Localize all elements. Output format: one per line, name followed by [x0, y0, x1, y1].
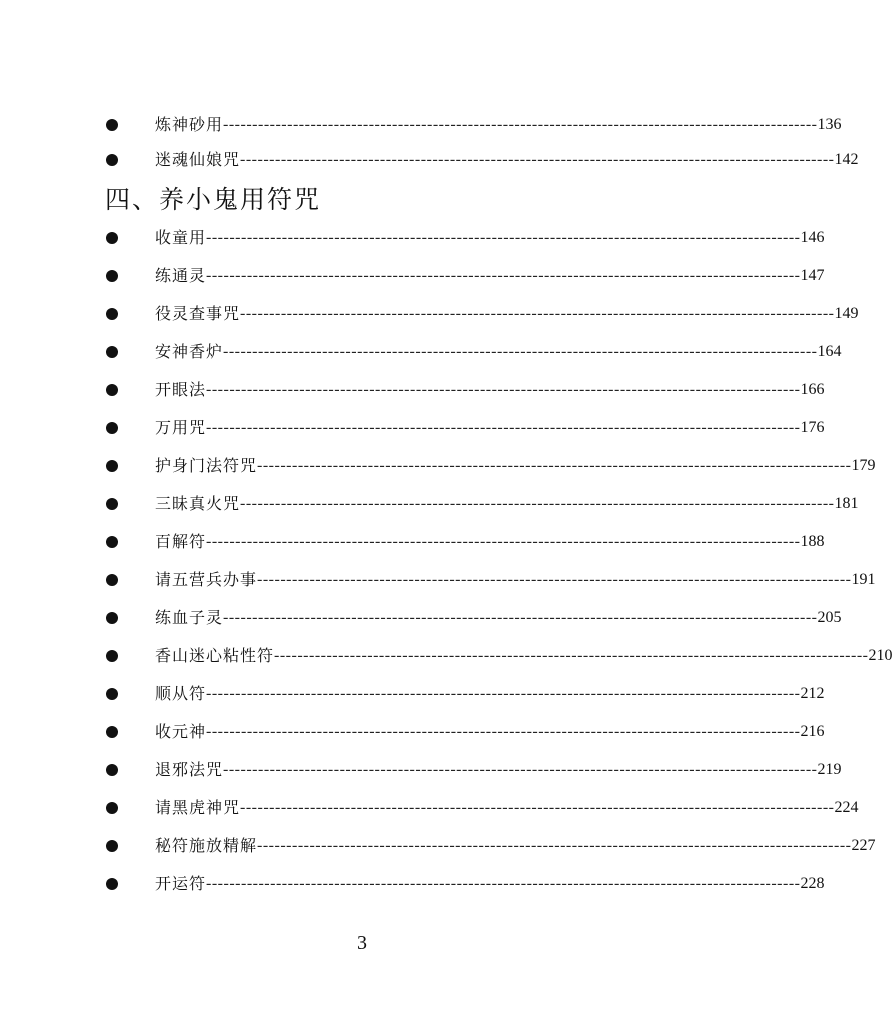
toc-entry-row [155, 413, 825, 443]
toc-entry-title: 退邪法咒 [155, 760, 224, 779]
dot-leader: ------------------------------------------------------------------------------------------------------ [240, 305, 835, 322]
toc-entry[interactable] [0, 831, 876, 861]
toc-entry-row [155, 489, 859, 519]
toc-entry-row [155, 641, 892, 671]
toc-entry-row [155, 299, 859, 329]
bullet-icon [106, 119, 118, 131]
bullet-icon [106, 764, 118, 776]
toc-entry-page: 146 [800, 229, 825, 246]
toc-entry[interactable] [0, 110, 842, 140]
dot-leader: ------------------------------------------------------------------------------------------------------ [240, 799, 835, 816]
toc-entry-row [155, 603, 842, 633]
toc-entry-title: 秘符施放精解 [155, 836, 258, 855]
bullet-icon [106, 384, 118, 396]
toc-entry-row [155, 261, 825, 291]
toc-entry[interactable] [0, 451, 876, 481]
toc-entry-title: 役灵查事咒 [155, 304, 241, 323]
toc-entry[interactable] [0, 565, 876, 595]
bullet-icon [106, 840, 118, 852]
toc-entry-page: 205 [817, 609, 842, 626]
toc-entry[interactable] [0, 679, 825, 709]
dot-leader: ------------------------------------------------------------------------------------------------------ [240, 151, 835, 168]
toc-entry-title: 护身门法符咒 [155, 456, 258, 475]
dot-leader: ------------------------------------------------------------------------------------------------------ [257, 571, 852, 588]
toc-entry-row [155, 337, 842, 367]
toc-entry[interactable] [0, 755, 842, 785]
bullet-icon [106, 802, 118, 814]
toc-entry[interactable] [0, 869, 825, 899]
bullet-icon [106, 688, 118, 700]
toc-entry-title: 香山迷心粘性符 [155, 646, 275, 665]
toc-entry-title: 开眼法 [155, 380, 207, 399]
bullet-icon [106, 460, 118, 472]
dot-leader: ------------------------------------------------------------------------------------------------------ [223, 343, 818, 360]
toc-entry-title: 收元神 [155, 722, 207, 741]
bullet-icon [106, 308, 118, 320]
dot-leader: ------------------------------------------------------------------------------------------------------ [274, 647, 869, 664]
toc-entry-page: 176 [800, 419, 825, 436]
dot-leader: ------------------------------------------------------------------------------------------------------ [206, 229, 801, 246]
bullet-icon [106, 726, 118, 738]
toc-entry-title: 请五营兵办事 [155, 570, 258, 589]
toc-entry-title: 开运符 [155, 874, 207, 893]
toc-entry[interactable] [0, 641, 892, 671]
toc-entry[interactable] [0, 793, 859, 823]
bullet-icon [106, 650, 118, 662]
toc-entry-row [155, 527, 825, 557]
toc-entry-row [155, 679, 825, 709]
toc-entry-page: 216 [800, 723, 825, 740]
toc-entry-page: 147 [800, 267, 825, 284]
toc-entry-title: 收童用 [155, 228, 207, 247]
dot-leader: ------------------------------------------------------------------------------------------------------ [206, 267, 801, 284]
toc-entry-title: 迷魂仙娘咒 [155, 150, 241, 169]
toc-entry[interactable] [0, 299, 859, 329]
toc-entry-page: 210 [868, 647, 892, 664]
dot-leader: ------------------------------------------------------------------------------------------------------ [206, 381, 801, 398]
toc-entry-row [155, 831, 876, 861]
toc-entry[interactable] [0, 375, 825, 405]
toc-entry-page: 179 [851, 457, 876, 474]
dot-leader: ------------------------------------------------------------------------------------------------------ [206, 533, 801, 550]
page-number: 3 [357, 932, 367, 954]
toc-entry[interactable] [0, 261, 825, 291]
toc-entry-page: 224 [834, 799, 859, 816]
bullet-icon [106, 346, 118, 358]
dot-leader: ------------------------------------------------------------------------------------------------------ [240, 495, 835, 512]
toc-entry-title: 顺从符 [155, 684, 207, 703]
toc-entry-page: 166 [800, 381, 825, 398]
toc-entry-page: 164 [817, 343, 842, 360]
toc-entry-page: 219 [817, 761, 842, 778]
bullet-icon [106, 154, 118, 166]
toc-entry-row [155, 375, 825, 405]
dot-leader: ------------------------------------------------------------------------------------------------------ [223, 116, 818, 133]
toc-entry-row [155, 110, 842, 140]
toc-entry-row [155, 755, 842, 785]
toc-entry-title: 安神香炉 [155, 342, 224, 361]
bullet-icon [106, 422, 118, 434]
toc-entry[interactable] [0, 717, 825, 747]
toc-entry-row [155, 145, 859, 175]
toc-entry-title: 万用咒 [155, 418, 207, 437]
toc-entry-row [155, 717, 825, 747]
toc-entry[interactable] [0, 603, 842, 633]
toc-entry-title: 请黑虎神咒 [155, 798, 241, 817]
bullet-icon [106, 232, 118, 244]
toc-entry[interactable] [0, 413, 825, 443]
dot-leader: ------------------------------------------------------------------------------------------------------ [206, 723, 801, 740]
dot-leader: ------------------------------------------------------------------------------------------------------ [206, 875, 801, 892]
toc-entry-page: 227 [851, 837, 876, 854]
section-heading: 四、养小鬼用符咒 [105, 185, 322, 214]
toc-entry-page: 191 [851, 571, 876, 588]
toc-entry[interactable] [0, 145, 859, 175]
toc-entry-row [155, 223, 825, 253]
toc-entry-page: 212 [800, 685, 825, 702]
bullet-icon [106, 270, 118, 282]
toc-entry[interactable] [0, 489, 859, 519]
toc-entry-title: 三昧真火咒 [155, 494, 241, 513]
dot-leader: ------------------------------------------------------------------------------------------------------ [257, 457, 852, 474]
toc-entry-page: 136 [817, 116, 842, 133]
toc-entry-row [155, 565, 876, 595]
bullet-icon [106, 612, 118, 624]
toc-entry[interactable] [0, 223, 825, 253]
dot-leader: ------------------------------------------------------------------------------------------------------ [223, 609, 818, 626]
toc-entry-title: 炼神砂用 [155, 115, 224, 134]
dot-leader: ------------------------------------------------------------------------------------------------------ [206, 685, 801, 702]
dot-leader: ------------------------------------------------------------------------------------------------------ [223, 761, 818, 778]
toc-entry[interactable] [0, 527, 825, 557]
toc-entry-title: 练血子灵 [155, 608, 224, 627]
toc-entry-page: 142 [834, 151, 859, 168]
toc-entry-title: 练通灵 [155, 266, 207, 285]
bullet-icon [106, 536, 118, 548]
toc-entry-page: 188 [800, 533, 825, 550]
toc-entry[interactable] [0, 337, 842, 367]
toc-entry-page: 181 [834, 495, 859, 512]
toc-entry-page: 228 [800, 875, 825, 892]
dot-leader: ------------------------------------------------------------------------------------------------------ [206, 419, 801, 436]
bullet-icon [106, 574, 118, 586]
toc-entry-page: 149 [834, 305, 859, 322]
toc-entry-row [155, 793, 859, 823]
toc-entry-row [155, 869, 825, 899]
toc-entry-row [155, 451, 876, 481]
dot-leader: ------------------------------------------------------------------------------------------------------ [257, 837, 852, 854]
bullet-icon [106, 878, 118, 890]
toc-entry-title: 百解符 [155, 532, 207, 551]
bullet-icon [106, 498, 118, 510]
